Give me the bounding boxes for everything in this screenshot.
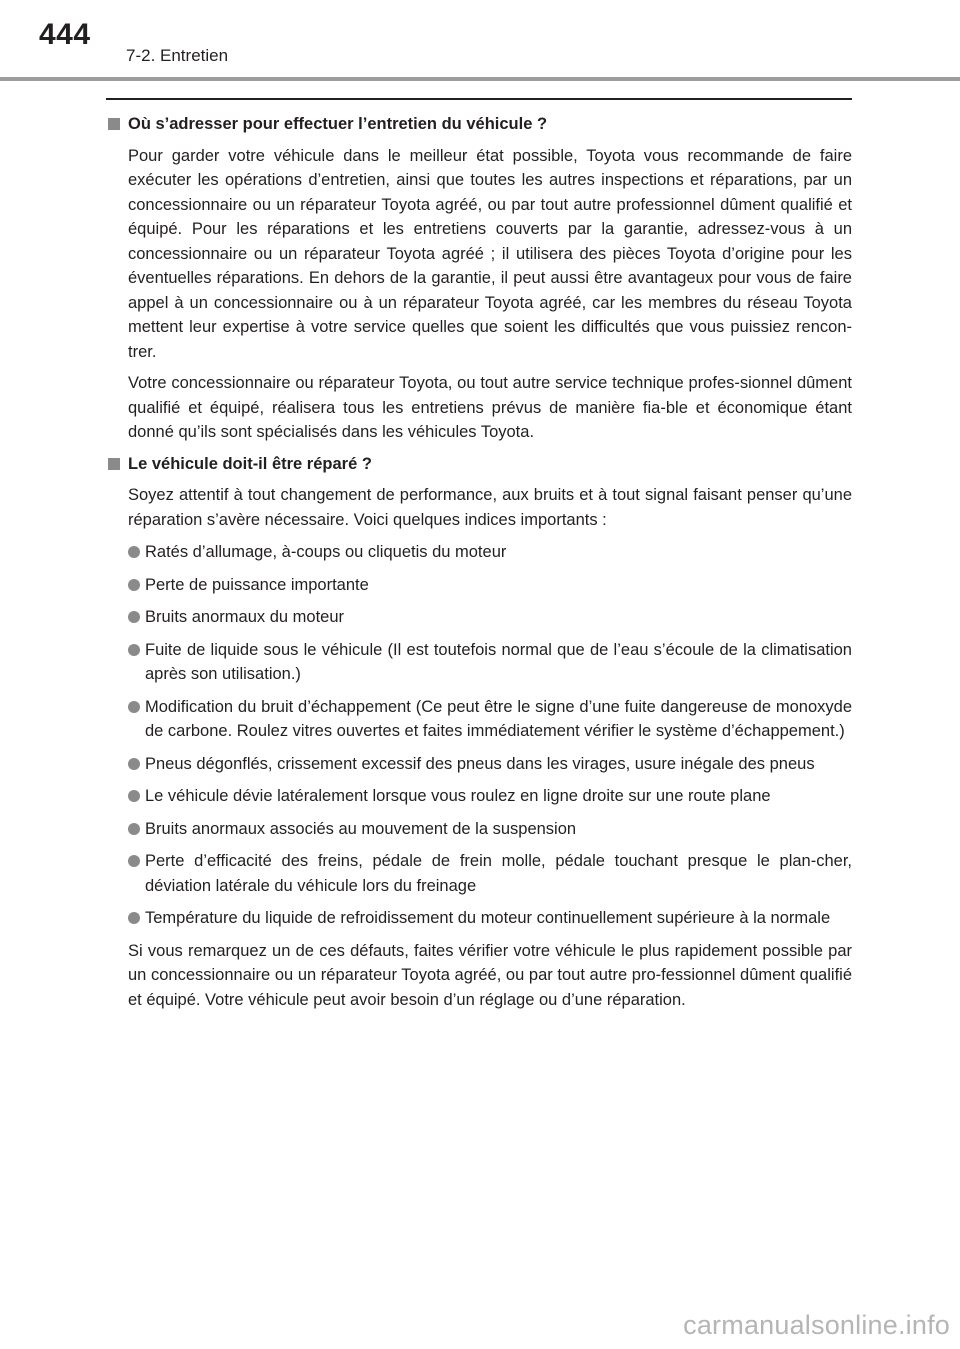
paragraph: Votre concessionnaire ou réparateur Toyota, ou tout autre service technique profes-sionnel dûment qualifié et équipé, réalisera tous les entretiens prévus de manière fia-ble et économique étant donné qu’ils sont spécialisés dans les véhicules Toyota.: [128, 374, 852, 441]
paragraph: Soyez attentif à tout changement de performance, aux bruits et à tout signal faisant penser qu’une réparation s’avère nécessaire. Voici quelques indices importants :: [128, 486, 852, 529]
list-item: Perte de puissance importante: [106, 573, 852, 598]
circle-bullet-icon: [128, 823, 140, 835]
header-divider: [0, 77, 960, 81]
list-item: Bruits anormaux associés au mouvement de la suspension: [106, 817, 852, 842]
list-item: Ratés d’allumage, à-coups ou cliquetis du moteur: [106, 540, 852, 565]
heading-text: Le véhicule doit-il être réparé ?: [128, 454, 372, 473]
circle-bullet-icon: [128, 790, 140, 802]
heading-text: Où s’adresser pour effectuer l’entretien du véhicule ?: [128, 115, 548, 133]
list-item: Perte d’efficacité des freins, pédale de frein molle, pédale touchant presque le plan-cher, déviation latérale du véhicule lors du freinage: [106, 849, 852, 898]
circle-bullet-icon: [128, 546, 140, 558]
heading-repair-needed: [106, 452, 852, 477]
page-number: 444: [39, 18, 91, 51]
list-item: Modification du bruit d’échappement (Ce peut être le signe d’une fuite dangereuse de monoxyde de carbone. Roulez vitres ouvertes et faites immédiatement vérifier le système d’échappement.): [106, 695, 852, 744]
list-item: Pneus dégonflés, crissement excessif des pneus dans les virages, usure inégale des pneus: [106, 752, 852, 777]
circle-bullet-icon: [128, 611, 140, 623]
square-bullet-icon: [108, 118, 120, 130]
section-title: 7-2. Entretien: [126, 46, 229, 65]
paragraph: Pour garder votre véhicule dans le meilleur état possible, Toyota vous recommande de faire exécuter les opérations d’entretien, ainsi que toutes les autres inspections et réparations, par un concessionnaire ou un réparateur Toyota agréé, ou par tout autre professionnel dûment qualifié et équipé. Pour les réparations et les entretiens couverts par la garantie, adressez-vous à un concessionnaire ou un réparateur Toyota agréé ; il utilisera des pièces Toyota d’origine pour les éventuelles réparations. En dehors de la garantie, il peut aussi être avantageux pour vous de faire appel à un concessionnaire ou à un réparateur Toyota agréé, car les membres du réseau Toyota mettent leur expertise à votre service quelles que soient les difficultés que vous puissiez rencon-trer.: [128, 146, 852, 361]
page-header: [0, 0, 960, 82]
circle-bullet-icon: [128, 855, 140, 867]
circle-bullet-icon: [128, 912, 140, 924]
closing-paragraph: Si vous remarquez un de ces défauts, faites vérifier votre véhicule le plus rapidement possible par un concessionnaire ou un réparateur Toyota agréé, ou par tout autre pro-fessionnel dûment qualifié et équipé. Votre véhicule peut avoir besoin d’un réglage ou d’une réparation.: [128, 941, 852, 1009]
content-divider: [106, 98, 852, 100]
circle-bullet-icon: [128, 579, 140, 591]
list-item: Température du liquide de refroidissement du moteur continuellement supérieure à la normale: [106, 906, 852, 931]
heading-where-maintenance: [106, 112, 852, 137]
page-content: [106, 112, 852, 1012]
list-item: Le véhicule dévie latéralement lorsque vous roulez en ligne droite sur une route plane: [106, 784, 852, 809]
circle-bullet-icon: [128, 644, 140, 656]
watermark: carmanualsonline.info: [683, 1310, 950, 1340]
circle-bullet-icon: [128, 758, 140, 770]
list-item: Bruits anormaux du moteur: [106, 605, 852, 630]
square-bullet-icon: [108, 458, 120, 470]
list-item: Fuite de liquide sous le véhicule (Il est toutefois normal que de l’eau s’écoule de la climatisation après son utilisation.): [106, 638, 852, 687]
circle-bullet-icon: [128, 701, 140, 713]
